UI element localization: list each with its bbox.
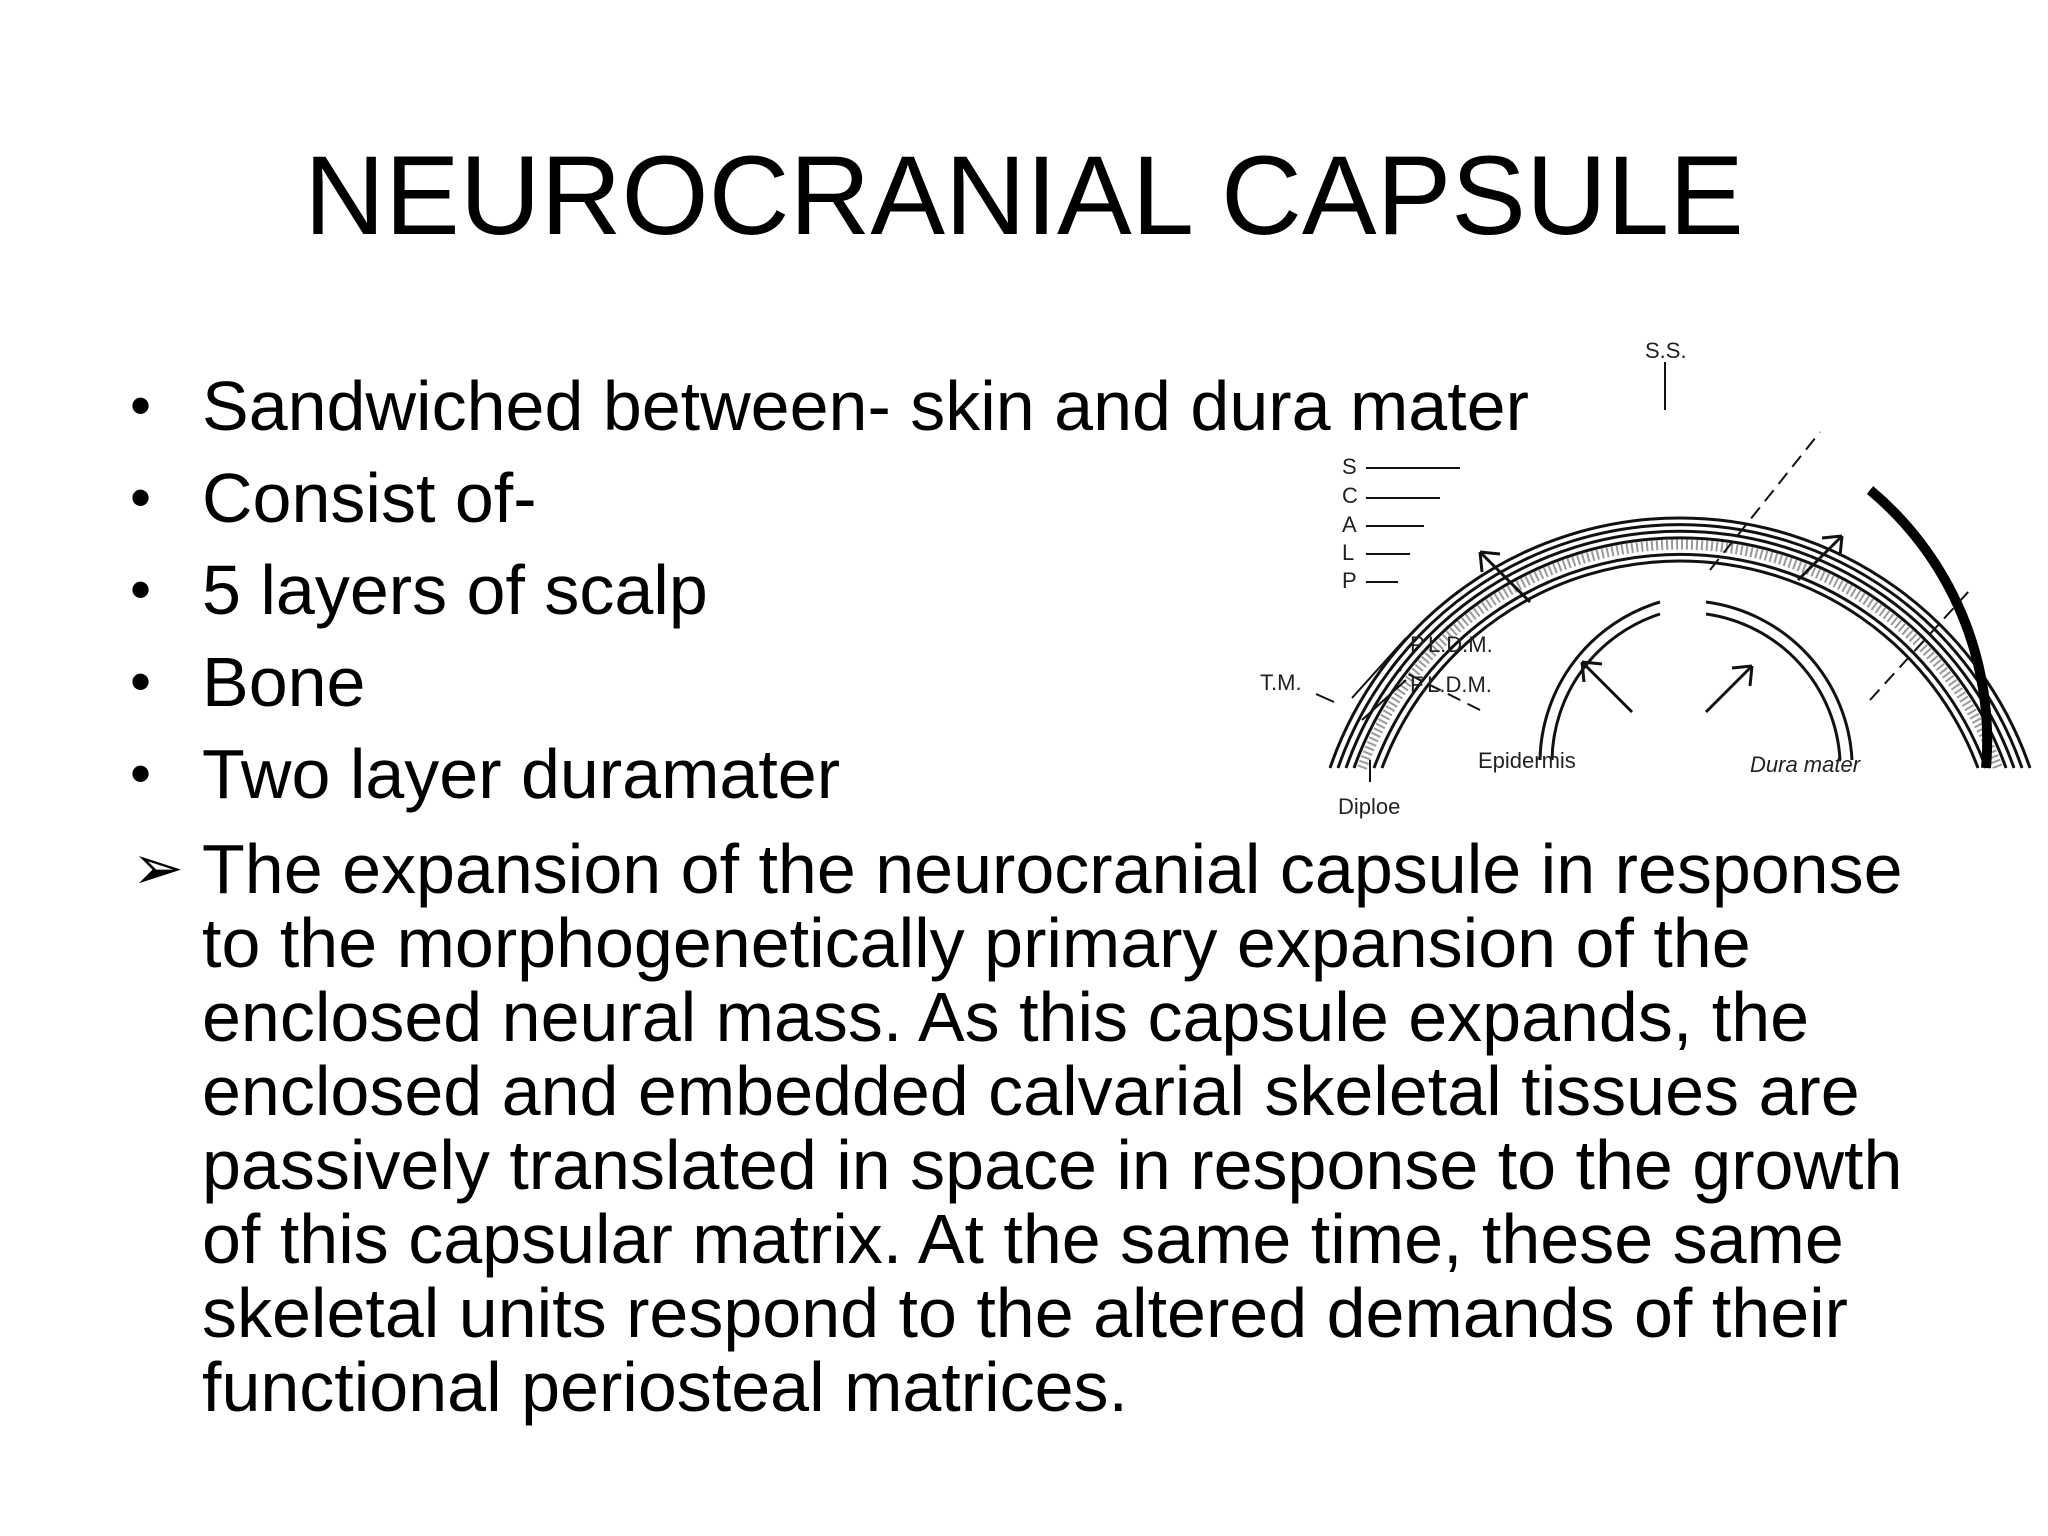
label-pldm: P.L.D.M.: [1410, 632, 1493, 657]
inner-dura-arc: [1540, 602, 1852, 760]
bullet-dot-icon: •: [130, 648, 152, 715]
dashed-lines: [1400, 432, 1970, 710]
label-fldm: F.L.D.M.: [1410, 672, 1492, 697]
label-s: S: [1342, 454, 1357, 479]
label-l: L: [1342, 540, 1355, 565]
bullet-text: Sandwiched between- skin and dura mater: [202, 367, 1529, 445]
bullet-text: Bone: [202, 643, 366, 721]
label-tm: T.M.: [1260, 670, 1302, 695]
slide-title: NEUROCRANIAL CAPSULE: [304, 133, 1744, 258]
paragraph-item: [120, 832, 1920, 1424]
label-epidermis: Epidermis: [1478, 748, 1576, 773]
paragraph-text: The expansion of the neurocranial capsule in response to the morphogenetically primary expansion of the enclosed neural mass. As this capsule expands, the enclosed and embedded calvarial skeletal tissues are passively translated in space in response to the growth of this capsular matrix. At the same time, these same skeletal units respond to the altered demands of their functional periosteal matrices.: [202, 830, 1903, 1426]
label-ss: S.S.: [1645, 340, 1687, 363]
arrow-bullet-icon: ➢: [132, 834, 184, 903]
bullet-dot-icon: •: [130, 372, 152, 439]
neurocranial-diagram: [1230, 340, 2040, 830]
label-a: A: [1342, 512, 1357, 537]
label-diploe: Diploe: [1338, 794, 1401, 819]
label-c: C: [1342, 483, 1358, 508]
bullet-text: Consist of-: [202, 459, 537, 537]
bullet-text: 5 layers of scalp: [202, 551, 708, 629]
bullet-dot-icon: •: [130, 740, 152, 807]
label-p: P: [1342, 568, 1357, 593]
bullet-text: Two layer duramater: [202, 735, 841, 813]
bullet-dot-icon: •: [130, 556, 152, 623]
label-dura-mater: Dura mater: [1750, 752, 1861, 777]
bullet-dot-icon: •: [130, 464, 152, 531]
